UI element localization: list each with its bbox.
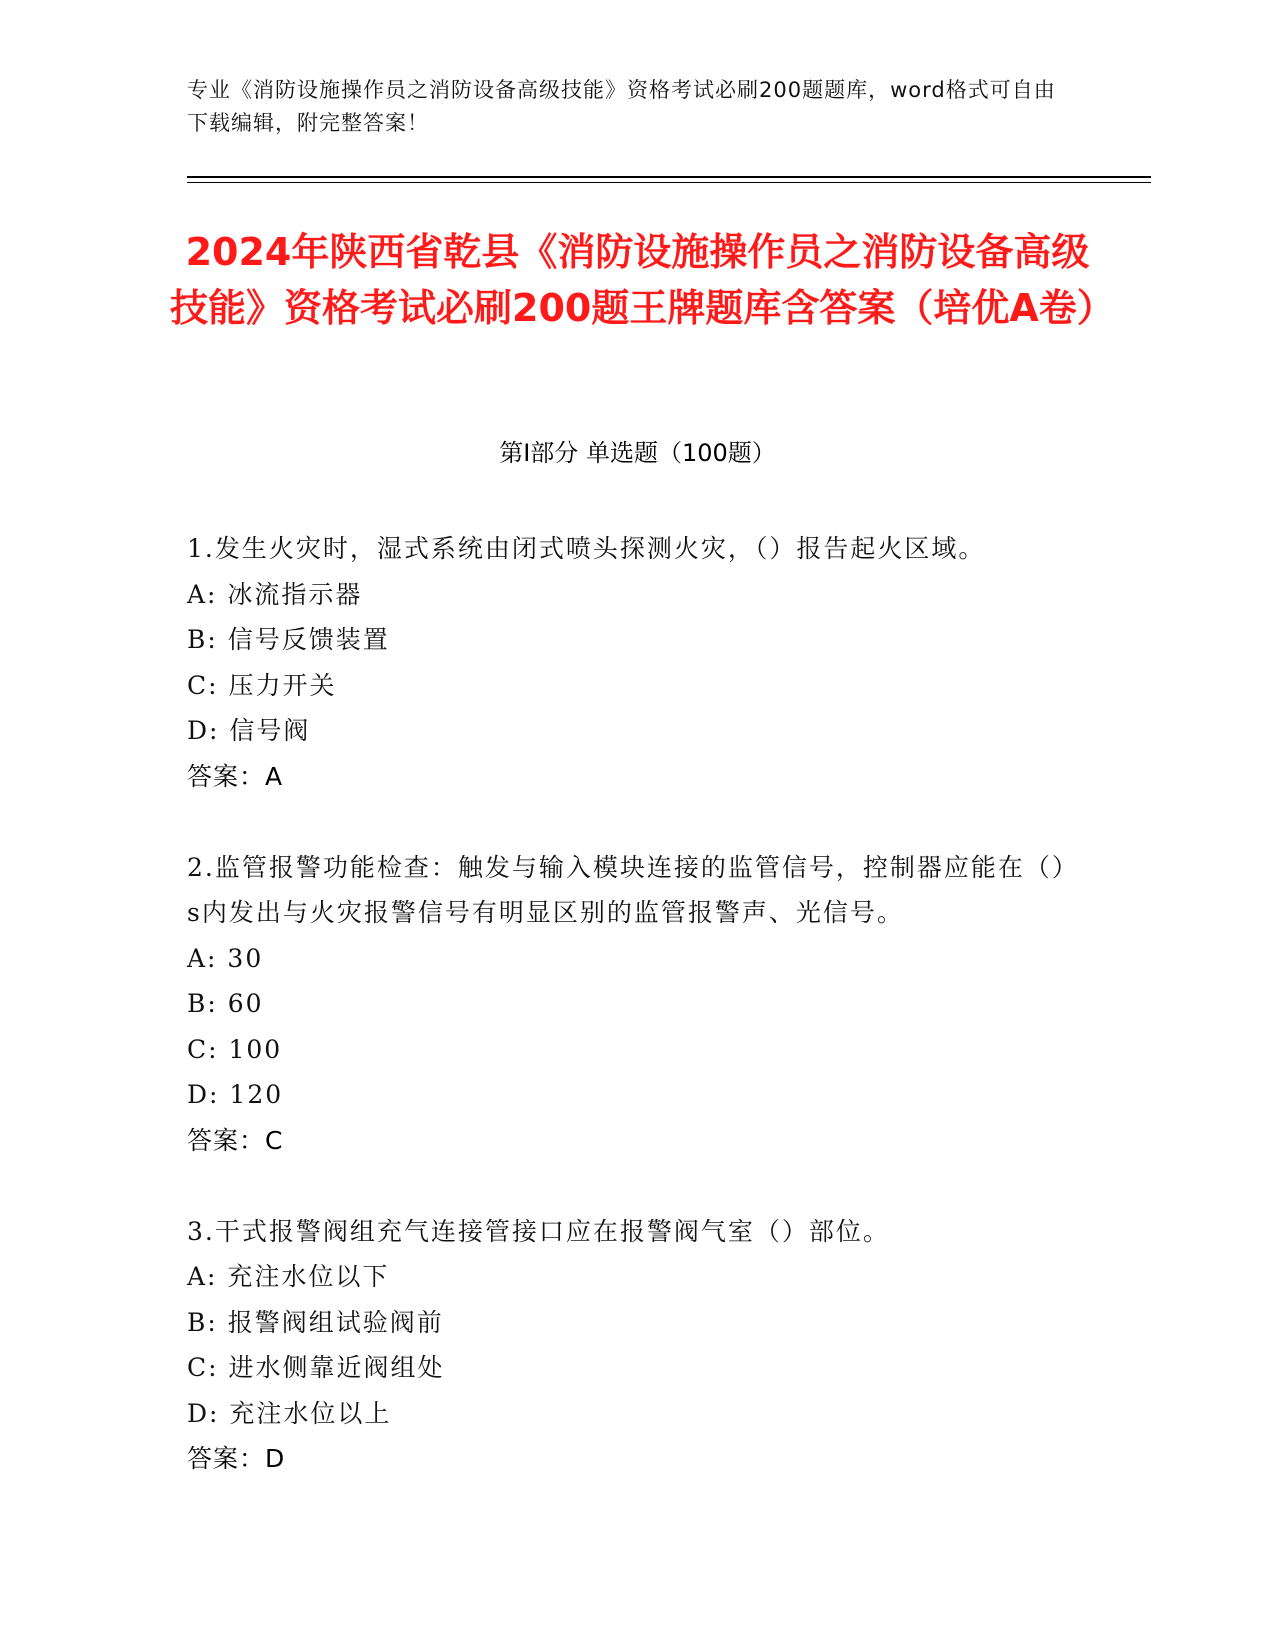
question-spacer: [187, 799, 1067, 845]
option-a: A: 30: [187, 943, 264, 973]
answer-line: 答案：A: [187, 761, 284, 791]
option-b: B: 报警阀组试验阀前: [187, 1307, 444, 1337]
section-title: 第I部分 单选题（100题）: [499, 439, 776, 467]
option-c: C: 压力开关: [187, 670, 337, 700]
question-stem: 3.干式报警阀组充气连接管接口应在报警阀气室（）部位。: [187, 1216, 890, 1246]
question-stem: 2.监管报警功能检查：触发与输入模块连接的监管信号，控制器应能在（）s内发出与火灾报警信号有明显区别的监管报警声、光信号。: [187, 852, 1067, 927]
option-b: B: 60: [187, 989, 264, 1018]
answer-line: 答案：C: [187, 1125, 284, 1155]
option-d: D: 120: [187, 1080, 284, 1109]
question-stem: 1.发生火灾时，湿式系统由闭式喷头探测火灾，（）报告起火区域。: [187, 534, 986, 563]
answer-line: 答案：D: [187, 1444, 286, 1473]
question-3: [187, 1209, 1067, 1482]
header-rule-thin: [187, 182, 1151, 183]
option-c: C: 100: [187, 1034, 283, 1064]
option-d: D: 信号阀: [187, 716, 311, 745]
document-title: 2024年陕西省乾县《消防设施操作员之消防设备高级技能》资格考试必刷200题王牌题库含答案（培优A卷）: [170, 230, 1115, 330]
header-rule-thick: [187, 176, 1151, 178]
header-note: 专业《消防设施操作员之消防设备高级技能》资格考试必刷200题题库，word格式可自由下载编辑，附完整答案！: [187, 78, 1056, 135]
option-b: B: 信号反馈装置: [187, 625, 390, 654]
option-c: C: 进水侧靠近阀组处: [187, 1353, 445, 1382]
option-a: A: 冰流指示器: [187, 579, 363, 609]
option-d: D: 充注水位以上: [187, 1398, 392, 1428]
question-2: [187, 845, 1067, 1164]
question-spacer: [187, 1163, 1067, 1209]
question-list: [187, 526, 1067, 1482]
question-1: [187, 526, 1067, 799]
option-a: A: 充注水位以下: [187, 1262, 390, 1291]
